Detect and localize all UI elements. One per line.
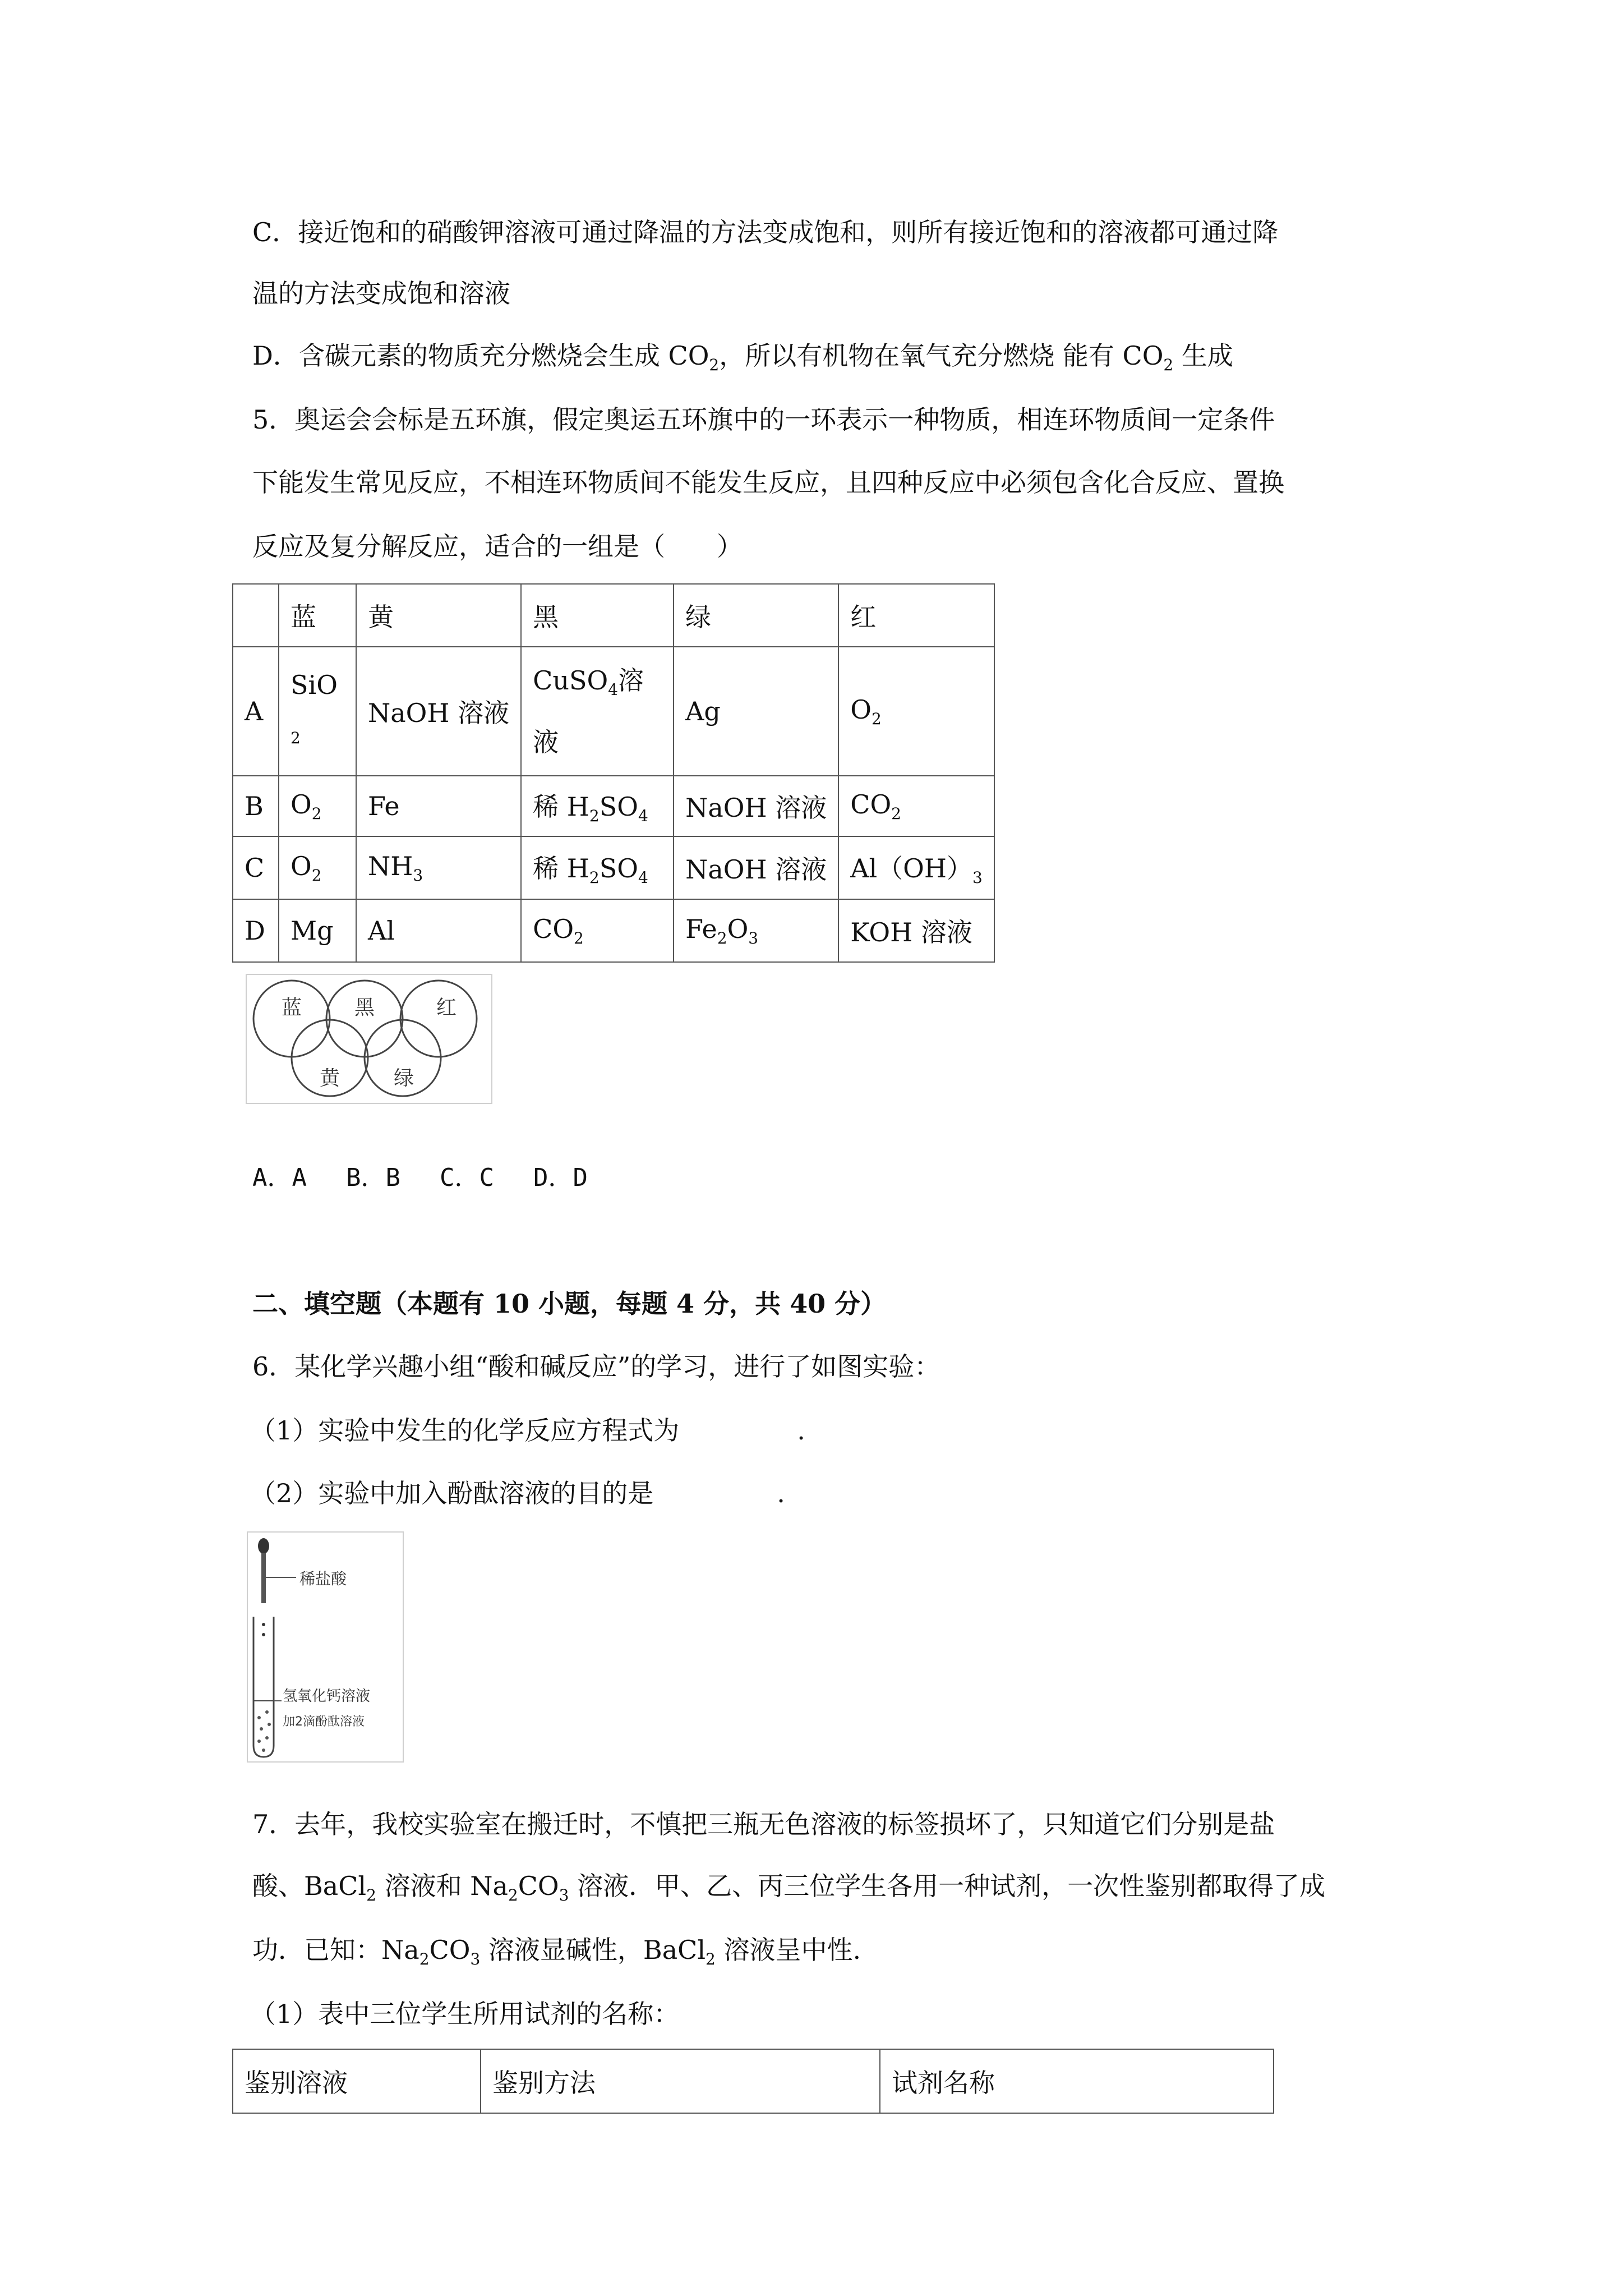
table-cell: $Al(OH)_3$ (838, 836, 994, 899)
table-cell: B (233, 776, 279, 836)
table-cell: 稀 $H_2SO_4$ (521, 836, 674, 899)
table-cell: 稀 $H_2SO_4$ (521, 776, 674, 836)
table-cell: $Fe_2O_3$ (674, 899, 838, 962)
ring-label-blue: 蓝 (282, 996, 302, 1019)
table-cell: Mg (279, 899, 356, 962)
table-row (233, 647, 994, 776)
table-cell: $O_2$ (279, 776, 356, 836)
q6-part2: （2）实验中加入酚酞溶液的目的是 . (250, 1478, 785, 1508)
table-cell: 鉴别方法 (481, 2049, 880, 2113)
q5-option-c[interactable]: C．C (439, 1163, 494, 1192)
table-cell: Fe (356, 776, 521, 836)
table-cell: D (233, 899, 279, 962)
q4-option-d: D．含碳元素的物质充分燃烧会生成 $CO_2$，所以有机物在氧气充分燃烧 能有 $CO_2$ 生成 (252, 341, 1233, 375)
table-row (233, 776, 994, 836)
label-dilute-hcl: 稀盐酸 (299, 1570, 347, 1588)
drop (262, 1633, 265, 1636)
section-heading: 二、填空题（本题有 10 小题，每题 4 分，共 40 分） (252, 1289, 887, 1319)
q7-stem-line2: 酸、BaCl$_2$ 溶液和 $Na_2CO_3$ 溶液．甲、乙、丙三位学生各用一种试剂，一次性鉴别都取得了成 (252, 1871, 1326, 1905)
ring-label-yellow: 黄 (320, 1067, 340, 1090)
table-row (233, 899, 994, 962)
rings-diagram (247, 975, 491, 1103)
table-cell: 黑 (521, 584, 674, 647)
q5-table (232, 583, 995, 963)
drop (262, 1623, 265, 1626)
table-cell: $NH_3$ (356, 836, 521, 899)
table-cell: NaOH 溶液 (674, 776, 838, 836)
table-cell: 红 (838, 584, 994, 647)
table-cell: NaOH 溶液 (356, 647, 521, 776)
table-cell: $CO_2$ (838, 776, 994, 836)
q5-options (252, 1161, 588, 1195)
table-cell: $O_2$ (279, 836, 356, 899)
table-cell: KOH 溶液 (838, 899, 994, 962)
table-cell: SiO 2 (279, 647, 356, 776)
ring-label-black: 黑 (354, 996, 375, 1019)
q5-option-a[interactable]: A．A (252, 1163, 307, 1192)
q4-option-c-line1: C．接近饱和的硝酸钾溶液可通过降温的方法变成饱和，则所有接近饱和的溶液都可通过降 (252, 217, 1279, 247)
table-row (233, 836, 994, 899)
q5-stem-line2: 下能发生常见反应，不相连环物质间不能发生反应，且四种反应中必须包含化合反应、置换 (252, 467, 1284, 498)
q6-stem: 6．某化学兴趣小组“酸和碱反应”的学习，进行了如图实验： (252, 1351, 940, 1382)
dropper-tube (261, 1553, 266, 1603)
q7-stem-line1: 7．去年，我校实验室在搬迁时，不慎把三瓶无色溶液的标签损坏了，只知道它们分别是盐 (252, 1809, 1275, 1839)
table-cell: 绿 (674, 584, 838, 647)
table-cell: $O_2$ (838, 647, 994, 776)
q5-stem-line3: 反应及复分解反应，适合的一组是（ ） (252, 531, 743, 562)
test-tube (253, 1617, 274, 1757)
table-cell: $CO_2$ (521, 899, 674, 962)
ring-label-red: 红 (436, 996, 457, 1019)
table-cell: 试剂名称 (880, 2049, 1274, 2113)
table-cell: 黄 (356, 584, 521, 647)
experiment-figure (247, 1531, 404, 1763)
table-cell: 蓝 (279, 584, 356, 647)
table-cell: 鉴别溶液 (233, 2049, 481, 2113)
q7-stem-line3: 功．已知：$Na_2CO_3$ 溶液显碱性，BaCl$_2$ 溶液呈中性. (252, 1935, 861, 1969)
dropper-bulb (258, 1538, 269, 1554)
table-cell: CuSO$_4$溶 液 (521, 647, 674, 776)
q6-part1: （1）实验中发生的化学反应方程式为 . (250, 1415, 805, 1446)
table-cell (233, 584, 279, 647)
ring-label-green: 绿 (394, 1067, 414, 1090)
q7-table (232, 2049, 1274, 2114)
q5-option-d[interactable]: D．D (533, 1163, 588, 1192)
q4-option-c-line2: 温的方法变成饱和溶液 (252, 278, 510, 309)
table-cell: Al (356, 899, 521, 962)
label-phenolphthalein: 加2滴酚酞溶液 (283, 1715, 365, 1729)
table-cell: A (233, 647, 279, 776)
label-caoh2-solution: 氢氧化钙溶液 (283, 1688, 371, 1705)
q5-stem-line1: 5．奥运会会标是五环旗，假定奥运五环旗中的一环表示一种物质，相连环物质间一定条件 (252, 404, 1275, 435)
table-header-row (233, 584, 994, 647)
table-cell: Ag (674, 647, 838, 776)
table-cell: NaOH 溶液 (674, 836, 838, 899)
olympic-rings-figure (246, 974, 492, 1104)
table-header-row (233, 2049, 1274, 2113)
table-cell: C (233, 836, 279, 899)
q7-part1: （1）表中三位学生所用试剂的名称： (250, 1999, 680, 2029)
q5-option-b[interactable]: B．B (345, 1163, 400, 1192)
test-tube-diagram (248, 1533, 403, 1761)
